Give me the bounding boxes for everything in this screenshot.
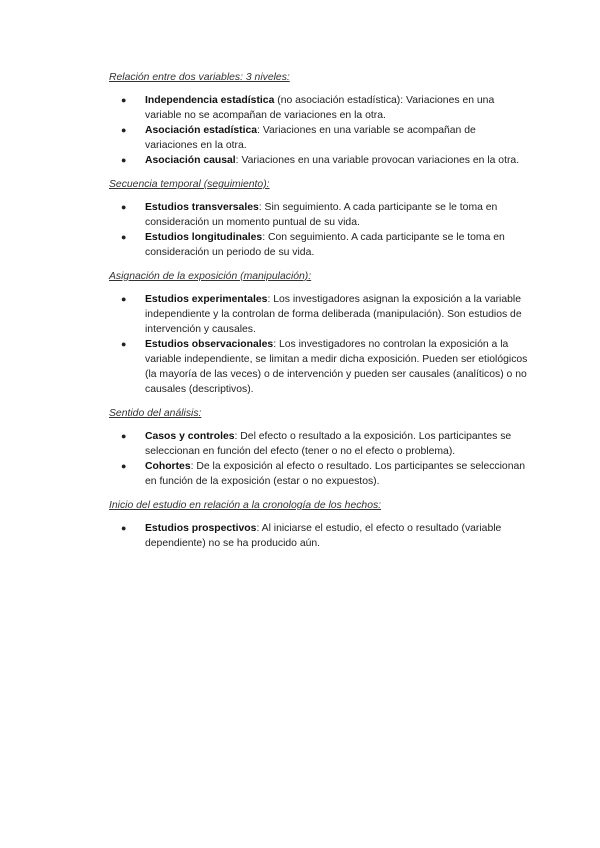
list-item bbox=[109, 521, 529, 551]
bullet-icon: ● bbox=[121, 232, 127, 242]
item-text: : Al iniciarse el estudio, el efecto o resultado (variable dependiente) no se ha producido aún. bbox=[145, 523, 502, 549]
item-text: : Los investigadores no controlan la exposición a la variable independiente, se limitan a medir dicha exposición. Pueden ser etiológicos (la mayoría de las veces) o de intervención y pueden ser causales (analíticos) o no causales (descriptivos). bbox=[145, 339, 528, 395]
section-heading: Inicio del estudio en relación a la cronología de los hechos: bbox=[109, 500, 382, 511]
list-item bbox=[109, 200, 529, 230]
list-item bbox=[109, 429, 529, 459]
section-inicio-estudio bbox=[109, 499, 529, 551]
item-term: Asociación estadística bbox=[145, 125, 258, 136]
bullet-list bbox=[109, 200, 529, 260]
item-text: : Variaciones en una variable provocan variaciones en la otra. bbox=[235, 155, 520, 166]
bullet-icon: ● bbox=[121, 155, 127, 165]
bullet-icon: ● bbox=[121, 125, 127, 135]
item-term: Asociación causal bbox=[145, 155, 236, 166]
item-term: Independencia estadística bbox=[145, 95, 275, 106]
bullet-icon: ● bbox=[121, 461, 127, 471]
list-item bbox=[109, 230, 529, 260]
item-text: : Variaciones en una variable se acompañan de variaciones en la otra. bbox=[145, 125, 476, 151]
bullet-list bbox=[109, 93, 529, 168]
item-term: Estudios experimentales bbox=[145, 294, 268, 305]
item-term: Cohortes bbox=[145, 461, 191, 472]
list-item bbox=[109, 93, 529, 123]
section-heading: Relación entre dos variables: 3 niveles: bbox=[109, 72, 290, 83]
item-term: Estudios observacionales bbox=[145, 339, 274, 350]
list-item bbox=[109, 292, 529, 337]
item-term: Estudios transversales bbox=[145, 202, 259, 213]
section-sentido-analisis bbox=[109, 407, 529, 489]
item-text: : Los investigadores asignan la exposición a la variable independiente y la controlan de forma deliberada (manipulación). Son estudios de intervención y causales. bbox=[145, 294, 522, 335]
item-term: Estudios longitudinales bbox=[145, 232, 263, 243]
item-term: Estudios prospectivos bbox=[145, 523, 257, 534]
list-item bbox=[109, 123, 529, 153]
section-heading: Sentido del análisis: bbox=[109, 408, 202, 419]
list-item bbox=[109, 337, 529, 397]
bullet-icon: ● bbox=[121, 95, 127, 105]
bullet-list bbox=[109, 292, 529, 397]
item-text: (no asociación estadística): Variaciones en una variable no se acompañan de variaciones en la otra. bbox=[145, 95, 495, 121]
bullet-icon: ● bbox=[121, 202, 127, 212]
bullet-icon: ● bbox=[121, 294, 127, 304]
section-heading: Secuencia temporal (seguimiento): bbox=[109, 179, 270, 190]
item-term: Casos y controles bbox=[145, 431, 235, 442]
bullet-list bbox=[109, 521, 529, 551]
bullet-icon: ● bbox=[121, 339, 127, 349]
section-secuencia-temporal bbox=[109, 178, 529, 260]
section-heading: Asignación de la exposición (manipulación): bbox=[109, 271, 312, 282]
bullet-icon: ● bbox=[121, 523, 127, 533]
section-relacion-variables bbox=[109, 71, 529, 168]
item-text: : Sin seguimiento. A cada participante se le toma en consideración un momento puntual de su vida. bbox=[145, 202, 498, 228]
item-text: : Del efecto o resultado a la exposición. Los participantes se seleccionan en función del efecto (tener o no el efecto o problema). bbox=[145, 431, 512, 457]
item-text: : Con seguimiento. A cada participante se le toma en consideración un periodo de su vida. bbox=[145, 232, 505, 258]
bullet-list bbox=[109, 429, 529, 489]
list-item bbox=[109, 459, 529, 489]
bullet-icon: ● bbox=[121, 431, 127, 441]
list-item bbox=[109, 153, 529, 168]
item-text: : De la exposición al efecto o resultado. Los participantes se seleccionan en función de la exposición (estar o no expuestos). bbox=[145, 461, 526, 487]
section-asignacion-exposicion bbox=[109, 270, 529, 397]
document-content bbox=[109, 71, 529, 561]
